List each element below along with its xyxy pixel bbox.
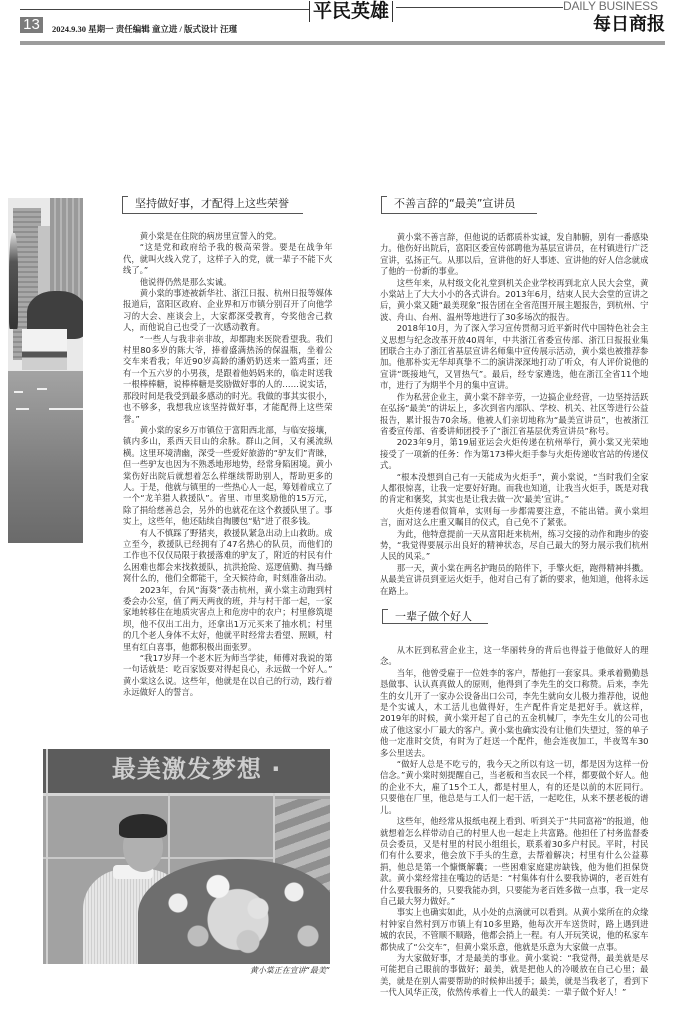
photo-road-marking bbox=[14, 391, 23, 393]
masthead-english: DAILY BUSINESS bbox=[563, 0, 658, 13]
photo-caption: 黄小棠正在宣讲“最美” bbox=[249, 966, 330, 975]
paragraph: 为此，他特意提前一天从富阳赶来杭州，练习交接的动作和跑步的姿势，“我觉得要展示出良好的精神状态，尽自己最大的努力展示我们杭州人民的风采。” bbox=[380, 528, 649, 562]
paragraph: 这些年，他经常从报纸电视上看到、听到关于“共同富裕”的报道，他就想着怎么样带动自己的村里人也一起走上共富路。他担任了村务监督委员会委员，又是村里的村民小组组长，联系着30多户村民。平时，村民们有什么要求，他会放下手头的生意，去帮着解决；村里有什么公益募捐，他总是第一个慷慨解囊；一些困难家庭建房缺钱，他为他们担保贷款。黄小棠经常挂在嘴边的话是：“村集体有什么要我协调的，老百姓有什么要我服务的，只要我能办到，只要能为老百姓多做一点事，我一定尽自己最大努力做好。” bbox=[380, 816, 649, 906]
article-column-left bbox=[123, 231, 333, 699]
photo-road bbox=[8, 371, 83, 544]
masthead-chinese: 每日商报 bbox=[593, 14, 665, 35]
paragraph: 他说得仍然是那么实诚。 bbox=[139, 276, 232, 287]
photo-wall-line bbox=[46, 749, 48, 964]
section-heading-2 bbox=[381, 196, 537, 214]
paragraph: “一些人与我非亲非故，却都跑来医院看望我。我们村里80多岁的陈大爷，捧着盛满热汤的保温瓶，坐着公交车来看我；年近90岁高龄的潘奶奶送来一篮鸡蛋；还有一个五六岁的小男孩，是跟着他妈妈来的，临走时送我一根棒棒糖，说棒棒糖是奖励做好事的人的……说实话，那段时间是我受到最多感动的时光。我做的事其实很小，也不够多，我想我应该坚持做好事，才能配得上这些荣誉。” bbox=[123, 333, 333, 424]
paragraph: 为大家做好事，才是最美的事业。黄小棠说：“我觉得，最美就是尽可能把自己眼前的事做好；最美，就是把他人的冷暖放在自己心里；最美，就是在别人需要帮助的时候伸出援手；最美，就是当我老了，看到下一代人风华正茂，依然传承着上一代人的最美：一辈子做个好人！” bbox=[380, 952, 649, 998]
photo-road-marking bbox=[37, 388, 48, 390]
header-divider-bar bbox=[20, 41, 665, 45]
section-heading-text: 不善言辞的“最美”宣讲员 bbox=[394, 197, 516, 210]
photo-banner-text: 最美激发梦想 · bbox=[111, 755, 282, 783]
photo-torch bbox=[9, 233, 18, 330]
photo-road-marking bbox=[49, 408, 83, 410]
header-top-rule bbox=[20, 9, 309, 10]
paragraph: 这些年来，从村级文化礼堂到机关企业学校再到北京人民大会堂，黄小棠站上了大大小小的各式讲台。2013年6月，结束人民大会堂的宣讲之后，黄小棠又随“最美现象”报告团在全省范围开展主题报告，到杭州、宁波、舟山、台州、温州等地进行了30多场次的报告。 bbox=[380, 277, 649, 322]
paragraph: 黄小棠是在住院的病房里宣誓入的党。 bbox=[139, 231, 282, 241]
section-heading-text: 一辈子做个好人 bbox=[395, 610, 472, 623]
paragraph: 2023年，台风“海葵”袭击杭州，黄小棠主动跑到村委会办公室，值了两天两夜的班，并与村干部一起，一家家地转移住在地质灾害点上和危房中的农户；村里修筑堤坝，他不仅出工出力，还拿出1万元买来了抽水机；村里的几个老人身体不太好，他就平时经常去看望、照顾，村里有红白喜事，他都积极出面张罗。 bbox=[123, 584, 333, 652]
photo-road-marking bbox=[16, 408, 30, 410]
photo-flower-bouquet bbox=[138, 859, 330, 964]
article-column-right-bottom bbox=[380, 645, 649, 999]
paragraph: “做好人总是不吃亏的，我今天之所以有这一切，都是因为这样一份信念。”黄小棠时刻提醒自己，当老板和当农民一个样，都要做个好人。他的企业不大，雇了15个工人，都是村里人，有的还是以前的木匠同行。只要他在厂里，他总是与工人们一起干活，一起吃住，从来不摆老板的谱儿。 bbox=[380, 759, 649, 815]
paragraph: “这是党和政府给予我的极高荣誉。要是在战争年代，就叫火线入党了，这样子入的党，就一辈子不能下火线了。” bbox=[123, 242, 333, 276]
speaker-photo bbox=[43, 749, 330, 964]
dateline: 2024.9.30 星期一 责任编辑 童立进 / 版式设计 汪瑾 bbox=[52, 24, 238, 34]
paragraph: 那一天，黄小棠在两名护跑员的陪伴下，手擎火炬，跑得精神抖擞。从最美宣讲员到亚运火炬手，他对自己有了新的要求，他知道，他将永远在路上。 bbox=[380, 562, 649, 596]
paragraph: “根本没想到自己有一天能成为火炬手”，黄小棠说，“当时我们全家人都很惊喜，让我一定要好好跑。而我也知道，让我当火炬手，既是对我的肯定和褒奖，其实也是让我去做一次‘最美’宣讲。” bbox=[380, 471, 649, 505]
street-torch-photo bbox=[8, 198, 83, 543]
photo-car bbox=[22, 329, 67, 370]
section-heading-1 bbox=[122, 196, 303, 214]
paragraph: 火炬传递看似简单，实则每一步都需要注意，不能出错。黄小棠坦言，面对这么庄重又瞩目的仪式，自己免不了紧张。 bbox=[380, 505, 649, 528]
section-heading-3 bbox=[382, 609, 488, 624]
paragraph: 从木匠到私营企业主，这一华丽转身的背后也得益于他做好人的理念。 bbox=[380, 645, 649, 667]
photo-speaker-hair bbox=[119, 814, 167, 838]
paragraph: 当年，他曾受雇于一位姓李的客户，帮他打一套家具。秉承着勤勤恳恳做事、认认真真做人的原则，他得到了李先生的交口称赞。后来，李先生的女儿开了一家办公设备出口公司，李先生就向女儿极力推荐他，说他是个实诚人，木工活儿也做得好，生产配件肯定是把好手。就这样，2019年的时候，黄小棠开起了自己的五金机械厂，李先生女儿的公司也成了他这家小厂最大的客户。黄小棠也确实没有让他们失望过，签的单子他一定准时交货，有时为了赶送一个配件，他会连夜加工，半夜驾车30多公里送去。 bbox=[380, 667, 649, 758]
paragraph: 黄小棠不善言辞，但他说的话都质朴实诚，发自肺腑，别有一番感染力。他伤好出院后，富阳区委宣传部聘他为基层宣讲员，在村镇进行广泛宣讲，弘扬正气。从那以后，宣讲他的好人事迹、宣讲他的好人信念就成了他的一份新的事业。 bbox=[380, 232, 649, 277]
page-number-badge: 13 bbox=[20, 17, 43, 33]
paragraph: 2023年9月，第19届亚运会火炬传递在杭州举行，黄小棠又光荣地接受了一项新的任务：作为第173棒火炬手参与火炬传递收官站的传递仪式。 bbox=[380, 437, 649, 471]
paragraph: 事实上也确实如此，从小处的点滴就可以看到。从黄小棠所在的众缘村钟家自然村到万市镇上有10多里路，他每次开车送货时，路上遇到进城的农民，不管顺不顺路，他都会捎上一程。有人开玩笑说，他的私家车都快成了“公交车”，但黄小棠乐意，他就是乐意为大家做一点事。 bbox=[380, 907, 649, 952]
paragraph: 有人不慎踩了野猪夹，救援队紧急出动上山救助。成立至今，救援队已经拥有了47名热心的队员，而他们的工作也不仅仅局限于救援落难的驴友了，附近的村民有什么困难也都会来找救援队，抗洪抢险、巡逻值勤、掏马蜂窝什么的，他们全都能干，全天候待命，时刻准备出动。 bbox=[123, 527, 333, 584]
paragraph: 黄小棠的事迹被新华社、浙江日报、杭州日报等媒体报道后，富阳区政府、企业界和万市镇分别召开了向他学习的大会、座谈会上，大家都深受教育，夸奖他舍己救人，而他说自己也受了一次感动教育。 bbox=[123, 288, 333, 333]
section-title: 平民英雄 bbox=[309, 1, 393, 22]
article-column-right-top bbox=[380, 232, 649, 597]
paragraph: “我17岁拜一个老木匠为师当学徒，师傅对我说的第一句话就是：吃百家饭要对得起良心，永远做一个好人。”黄小棠这么说。这些年，他就是在以自己的行动，践行着永远做好人的誓言。 bbox=[123, 653, 333, 698]
photo-wall-line bbox=[43, 793, 330, 796]
paragraph: 黄小棠的家乡万市镇位于富阳西北部，与临安接壤，镇内多山，系西天目山的余脉。群山之间，又有溪流纵横。这里环境清幽，深受一些爱好旅游的“驴友们”青睐，但一些驴友也因为不熟悉地形地势，经常身陷困境。黄小棠伤好出院后就想着怎么样继续帮助别人，帮助更多的人。于是，他就与镇里的一些热心人一起，筹划着成立了一个“龙羊猎人救援队”。省里、市里奖励他的15万元，除了捐给慈善总会，另外的也就花在这个救援队里了。事实上，这些年，他还陆续自掏腰包“贴”进了很多钱。 bbox=[123, 424, 333, 527]
section-heading-text: 坚持做好事，才配得上这些荣誉 bbox=[135, 197, 289, 210]
paragraph: 2018年10月，为了深入学习宣传贯彻习近平新时代中国特色社会主义思想与纪念改革开放40周年，中共浙江省委宣传部、浙江日报报业集团联合主办了浙江省基层宣讲名师集中宣传展示活动，黄小棠也被推荐参加。他那朴实无华却真挚不二的演讲深深地打动了听众，有人评价说他的宣讲“既接地气，又冒热气”。最后，经专家遴选，他在浙江全省11个地市，进行了为期半个月的集中宣讲。 bbox=[380, 323, 649, 391]
paragraph: 作为私营企业主，黄小棠不辞辛劳，一边搞企业经营，一边坚持活跃在弘扬“最美”的讲坛上，多次到省内部队、学校、机关、社区等进行公益报告，累计报告70余场。他被人们亲切地称为“最美宣讲员”，也被浙江省委宣传部、省委讲师团授予了“浙江省基层优秀宣讲员”称号。 bbox=[380, 391, 649, 436]
header-right-rule bbox=[396, 7, 563, 8]
